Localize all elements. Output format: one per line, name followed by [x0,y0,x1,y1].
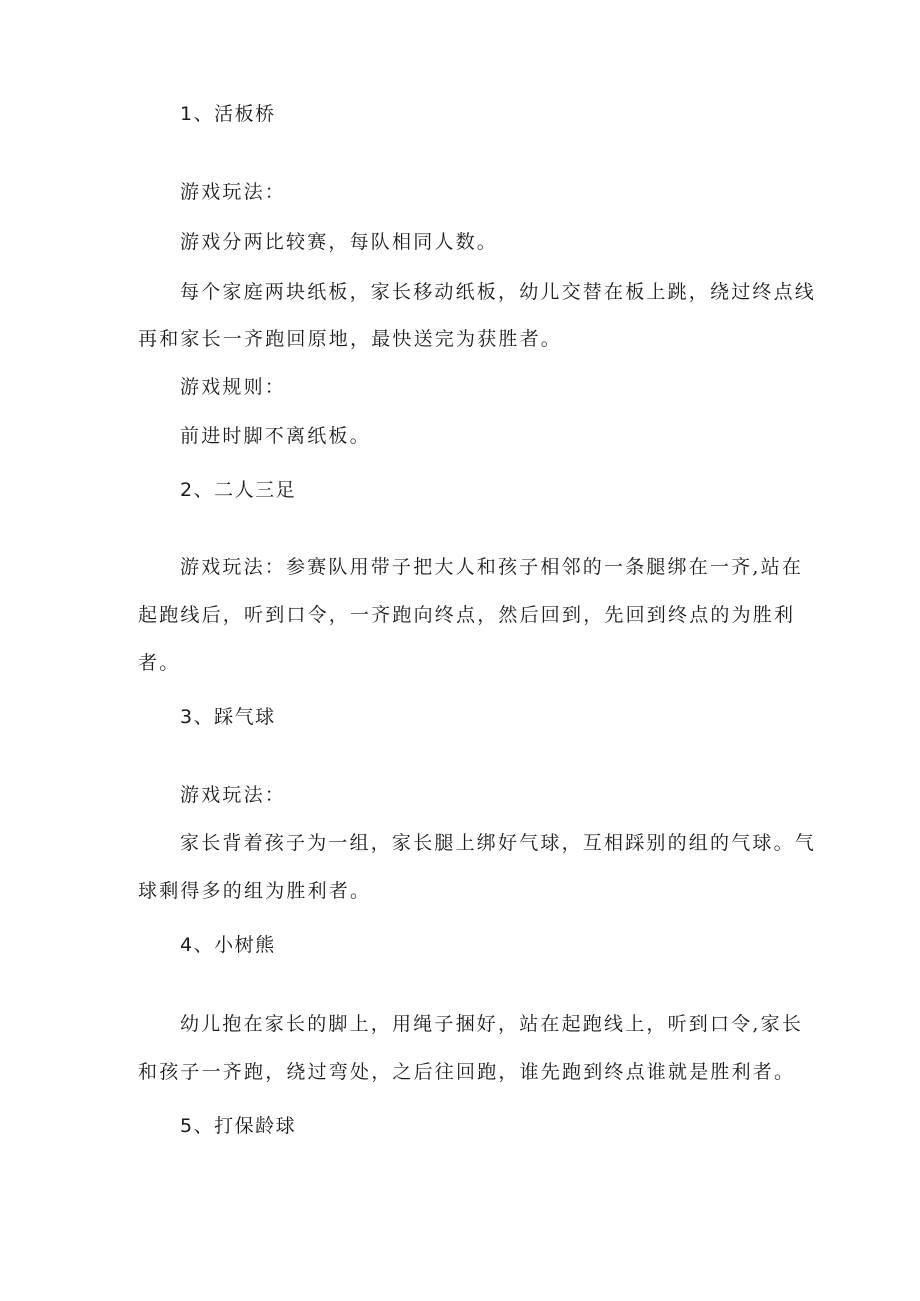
section-heading-2: 2、二人三足 [180,479,297,501]
paragraph-line: 再和家长一齐跑回原地，最快送完为获胜者。 [138,328,563,350]
section-heading-3: 3、踩气球 [180,706,276,728]
paragraph-line: 游戏玩法： [180,784,287,806]
paragraph-line: 游戏玩法： [180,181,287,203]
paragraph-line: 每个家庭两块纸板，家长移动纸板，幼儿交替在板上跳，绕过终点线 [180,281,817,303]
paragraph-line: 和孩子一齐跑，绕过弯处，之后往回跑，谁先跑到终点谁就是胜利者。 [138,1061,796,1083]
paragraph-line: 者。 [138,652,181,674]
paragraph-line: 家长背着孩子为一组，家长腿上绑好气球，互相踩别的组的气球。气 [180,832,817,854]
paragraph-line: 球剩得多的组为胜利者。 [138,880,372,902]
section-heading-4: 4、小树熊 [180,934,276,956]
section-heading-1: 1、活板桥 [180,103,276,125]
section-heading-5: 5、打保龄球 [180,1115,297,1137]
paragraph-line: 游戏玩法：参赛队用带子把大人和孩子相邻的一条腿绑在一齐,站在 [180,556,804,578]
paragraph-line: 游戏分两比较赛，每队相同人数。 [180,231,499,253]
paragraph-line: 前进时脚不离纸板。 [180,425,371,447]
paragraph-line: 游戏规则： [180,376,287,398]
paragraph-line: 幼儿抱在家长的脚上，用绳子捆好，站在起跑线上，听到口令,家长 [180,1013,804,1035]
paragraph-line: 起跑线后，听到口令，一齐跑向终点，然后回到，先回到终点的为胜利 [138,604,796,626]
